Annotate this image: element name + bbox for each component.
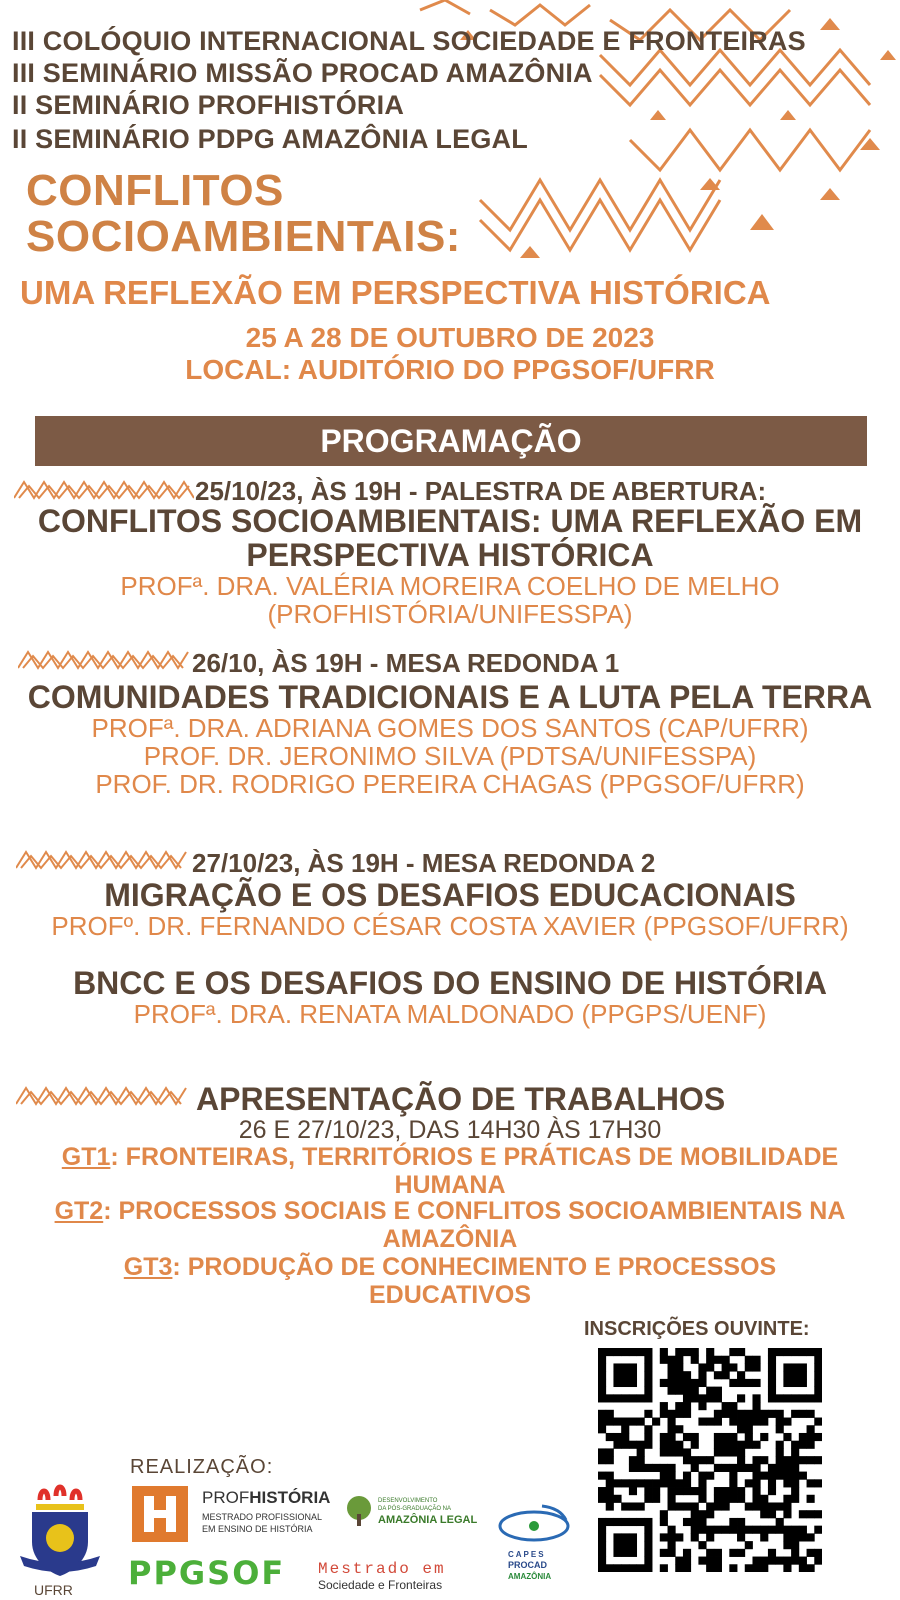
works-head: APRESENTAÇÃO DE TRABALHOS (196, 1081, 726, 1117)
pdpg-small-2: DA PÓS-GRADUAÇÃO NA (378, 1506, 452, 1512)
profhistoria-h-icon (140, 1494, 180, 1534)
event-2-title: COMUNIDADES TRADICIONAIS E A LUTA PELA TERRA (27, 679, 873, 715)
gt1-line-2: HUMANA (394, 1171, 506, 1199)
profhistoria-historia: HISTÓRIA (249, 1488, 331, 1507)
pdpg-small-1: DESENVOLVIMENTO (378, 1498, 438, 1504)
event-2-speaker-2: PROF. DR. JERONIMO SILVA (PDTSA/UNIFESSPA) (143, 741, 757, 771)
zigzag-marker-3 (16, 848, 188, 872)
event-1-title-1: CONFLITOS SOCIOAMBIENTAIS: UMA REFLEXÃO EM (37, 503, 863, 539)
gt2-line-1 (0, 1198, 900, 1225)
inscricoes-label: INSCRIÇÕES OUVINTE: (584, 1318, 810, 1340)
event-1-speaker-2: (PROFHISTÓRIA/UNIFESSPA) (267, 599, 633, 629)
header-line-4: II SEMINÁRIO PDPG AMAZÔNIA LEGAL (12, 124, 528, 154)
event-3-title: MIGRAÇÃO E OS DESAFIOS EDUCACIONAIS (104, 877, 796, 913)
works-when: 26 E 27/10/23, DAS 14H30 ÀS 17H30 (238, 1116, 662, 1144)
pdpg-big: AMAZÔNIA LEGAL (378, 1514, 478, 1526)
capes-label: CAPES (508, 1550, 546, 1559)
gt1-code: GT1 (61, 1143, 111, 1171)
procad-label: PROCAD (508, 1560, 548, 1570)
zigzag-marker-2 (18, 648, 190, 672)
event-2-speaker-3: PROF. DR. RODRIGO PEREIRA CHAGAS (PPGSOF/UFRR) (95, 769, 805, 799)
title-line-1: CONFLITOS (26, 166, 284, 215)
event-location: LOCAL: AUDITÓRIO DO PPGSOF/UFRR (185, 354, 715, 385)
event-2-speaker-1: PROFª. DRA. ADRIANA GOMES DOS SANTOS (CAP/UFRR) (91, 713, 809, 743)
mestrado-line-2: Sociedade e Fronteiras (318, 1578, 443, 1592)
ppgsof-logo: PPGSOF (128, 1554, 286, 1592)
gt2-code: GT2 (54, 1197, 104, 1225)
gt2-text: : PROCESSOS SOCIAIS E CONFLITOS SOCIOAMBIENTAIS NA (103, 1197, 846, 1225)
profhistoria-sub-2: EM ENSINO DE HISTÓRIA (202, 1524, 313, 1534)
gt1-line-1 (0, 1144, 900, 1171)
event-3-title-2: BNCC E OS DESAFIOS DO ENSINO DE HISTÓRIA (73, 965, 827, 1001)
profhistoria-name (202, 1488, 330, 1508)
event-dates: 25 A 28 DE OUTUBRO DE 2023 (245, 322, 655, 353)
pdpg-tree-icon (342, 1494, 376, 1528)
event-1-title-2: PERSPECTIVA HISTÓRICA (246, 537, 654, 573)
event-1-head: 25/10/23, ÀS 19H - PALESTRA DE ABERTURA: (195, 476, 767, 506)
gt3-line-1 (0, 1254, 900, 1281)
zigzag-marker-1 (14, 478, 194, 502)
event-3-head: 27/10/23, ÀS 19H - MESA REDONDA 2 (192, 848, 656, 878)
profhistoria-prof: PROF (202, 1488, 250, 1507)
subtitle: UMA REFLEXÃO EM PERSPECTIVA HISTÓRICA (20, 274, 771, 311)
ufrr-crest-logo (10, 1480, 110, 1580)
program-banner: PROGRAMAÇÃO (35, 416, 867, 466)
title-line-2: SOCIOAMBIENTAIS: (26, 212, 461, 261)
event-3-speaker-2: PROFª. DRA. RENATA MALDONADO (PPGPS/UENF) (133, 999, 767, 1029)
header-line-3: II SEMINÁRIO PROFHISTÓRIA (12, 90, 405, 120)
mestrado-line-1: Mestrado em (318, 1560, 446, 1578)
zigzag-marker-4 (16, 1084, 190, 1108)
qr-code[interactable] (598, 1348, 822, 1572)
gt3-line-2: EDUCATIVOS (368, 1281, 532, 1309)
ufrr-label: UFRR (34, 1582, 73, 1598)
gt2-line-2: AMAZÔNIA (382, 1225, 518, 1253)
realizacao-label: REALIZAÇÃO: (130, 1456, 274, 1478)
event-3-speaker: PROFº. DR. FERNANDO CÉSAR COSTA XAVIER (PPGSOF/UFRR) (51, 911, 849, 941)
capes-logo-icon (496, 1500, 572, 1548)
event-2-head: 26/10, ÀS 19H - MESA REDONDA 1 (192, 648, 620, 678)
gt3-text: : PRODUÇÃO DE CONHECIMENTO E PROCESSOS (172, 1253, 777, 1281)
profhistoria-sub-1: MESTRADO PROFISSIONAL (202, 1512, 323, 1522)
capes-amazonia-label: AMAZÔNIA (508, 1572, 552, 1581)
header-line-1: III COLÓQUIO INTERNACIONAL SOCIEDADE E FRONTEIRAS (12, 26, 806, 56)
header-line-2: III SEMINÁRIO MISSÃO PROCAD AMAZÔNIA (12, 58, 593, 88)
gt3-code: GT3 (123, 1253, 173, 1281)
gt1-text: : FRONTEIRAS, TERRITÓRIOS E PRÁTICAS DE MOBILIDADE (110, 1143, 839, 1171)
event-1-speaker-1: PROFª. DRA. VALÉRIA MOREIRA COELHO DE MELHO (120, 571, 780, 601)
